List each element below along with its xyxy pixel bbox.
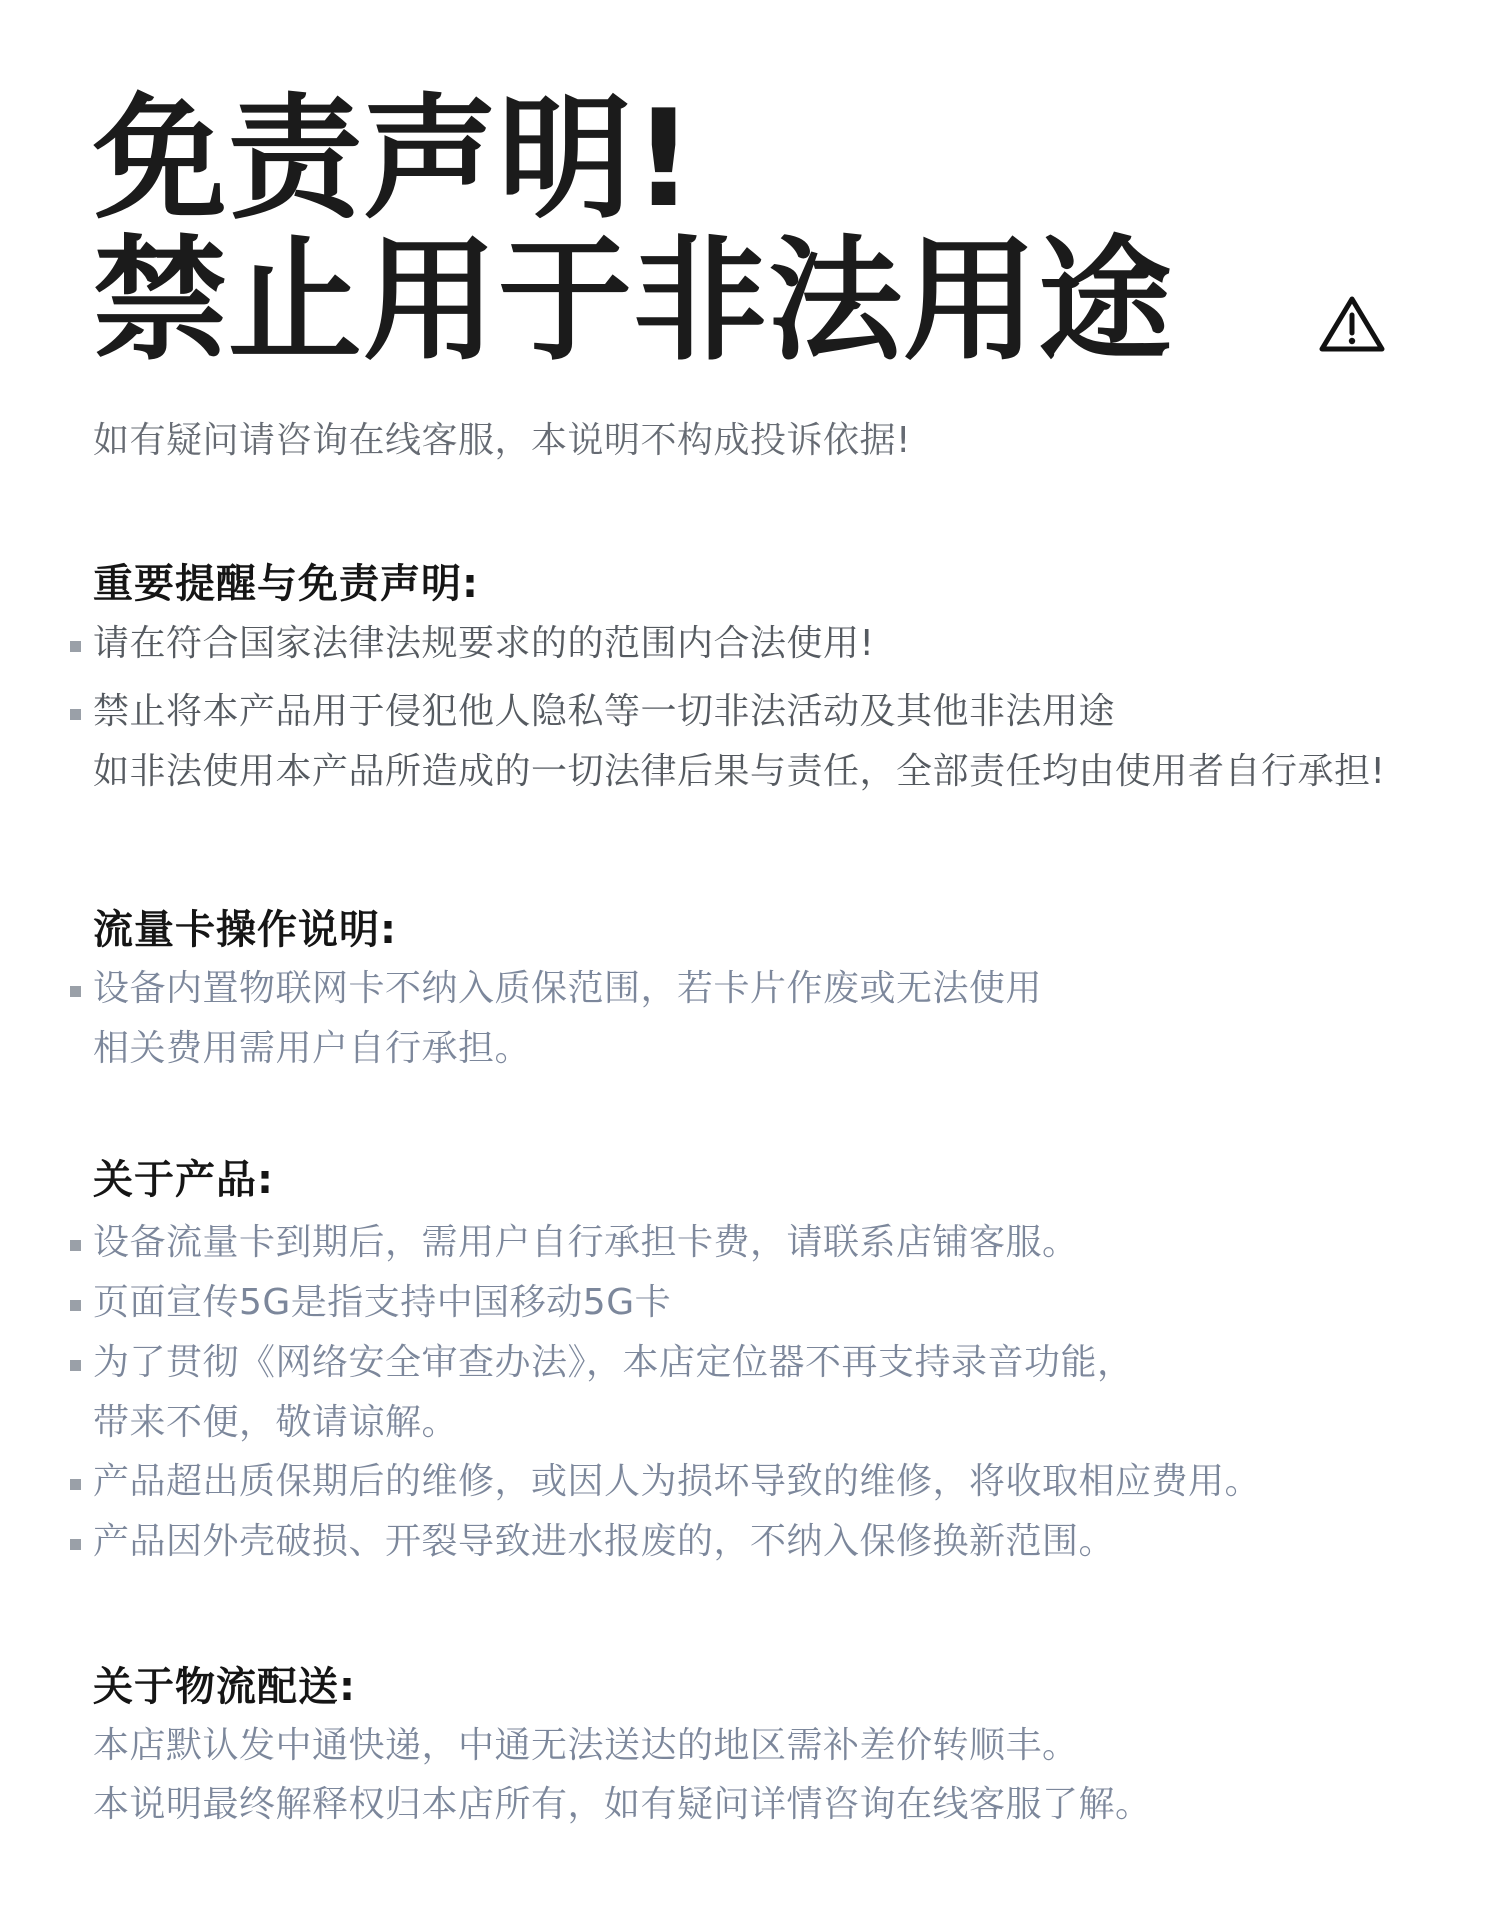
page-title-line-2: 禁止用于非法用途 [93, 223, 1174, 379]
product-line-1: 设备流量卡到期后，需用户自行承担卡费，请联系店铺客服。 [93, 1222, 1079, 1263]
section-title-product: 关于产品: [93, 1157, 274, 1203]
warning-triangle-icon [1318, 294, 1386, 354]
product-line-3: 为了贯彻《网络安全审查办法》，本店定位器不再支持录音功能， [93, 1342, 1134, 1383]
bullet-icon [70, 641, 81, 652]
product-line-5: 产品超出质保期后的维修，或因人为损坏导致的维修，将收取相应费用。 [93, 1461, 1262, 1502]
reminder-line-2: 禁止将本产品用于侵犯他人隐私等一切非法活动及其他非法用途 [93, 691, 1116, 732]
product-line-2: 页面宣传5G是指支持中国移动5G卡 [93, 1282, 672, 1323]
logistics-line-2: 本说明最终解释权归本店所有，如有疑问详情咨询在线客服了解。 [93, 1784, 1152, 1825]
reminder-line-1: 请在符合国家法律法规要求的的范围内合法使用! [93, 623, 875, 664]
bullet-icon [70, 1240, 81, 1251]
bullet-icon [70, 1479, 81, 1490]
bullet-icon [70, 986, 81, 997]
product-line-6: 产品因外壳破损、开裂导致进水报废的，不纳入保修换新范围。 [93, 1521, 1116, 1562]
bullet-icon [70, 709, 81, 720]
reminder-line-3: 如非法使用本产品所造成的一切法律后果与责任，全部责任均由使用者自行承担! [93, 751, 1386, 792]
bullet-icon [70, 1300, 81, 1311]
sim-line-1: 设备内置物联网卡不纳入质保范围，若卡片作废或无法使用 [93, 968, 1043, 1009]
section-title-sim: 流量卡操作说明: [93, 907, 397, 953]
section-title-logistics: 关于物流配送: [93, 1664, 356, 1710]
logistics-line-1: 本店默认发中通快递，中通无法送达的地区需补差价转顺丰。 [93, 1725, 1079, 1766]
section-title-reminder: 重要提醒与免责声明: [93, 561, 479, 607]
bullet-icon [70, 1360, 81, 1371]
page-title-line-1: 免责声明! [93, 81, 696, 237]
sim-line-2: 相关费用需用户自行承担。 [93, 1028, 532, 1069]
bullet-icon [70, 1539, 81, 1550]
subtitle: 如有疑问请咨询在线客服，本说明不构成投诉依据! [93, 420, 911, 461]
product-line-4: 带来不便，敬请谅解。 [93, 1402, 459, 1443]
